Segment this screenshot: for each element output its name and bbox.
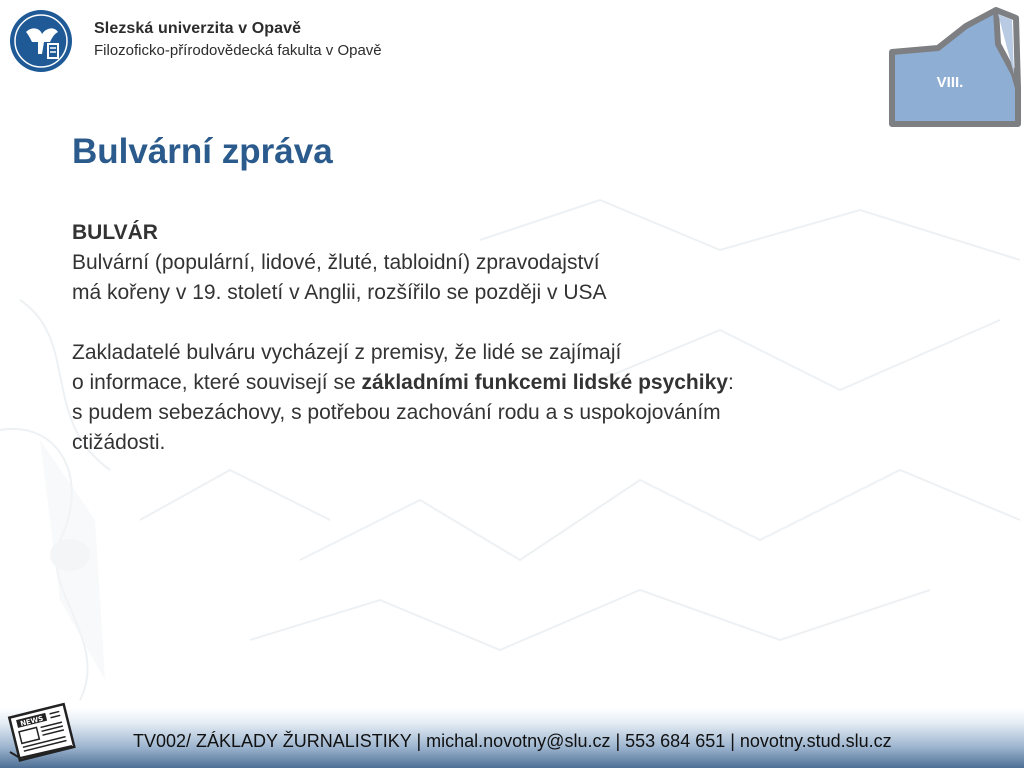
chapter-label: VIII. — [936, 74, 964, 91]
svg-text:NEWS: NEWS — [19, 714, 45, 729]
university-logo — [8, 8, 74, 74]
paragraph1-line2: má kořeny v 19. století v Anglii, rozšířilo se později v USA — [72, 281, 607, 304]
newspaper-icon — [6, 702, 80, 764]
paragraph2-line2-start: o informace, které souvisejí se — [72, 371, 362, 394]
chapter-flag-icon — [886, 4, 1022, 130]
slide-body — [72, 218, 952, 458]
slide-title: Bulvární zpráva — [72, 132, 333, 171]
section-heading: BULVÁR — [72, 221, 158, 244]
paragraph2-line4: ctižádosti. — [72, 431, 166, 454]
footer-text: TV002/ ZÁKLADY ŽURNALISTIKY | michal.novotny@slu.cz | 553 684 651 | novotny.stud.slu.cz — [133, 731, 892, 751]
paragraph2-line3: s pudem sebezáchovy, s potřebou zachování rodu a s uspokojováním — [72, 401, 721, 424]
paragraph2-line1: Zakladatelé bulváru vycházejí z premisy, že lidé se zajímají — [72, 341, 622, 364]
paragraph-gap — [72, 308, 952, 338]
paragraph2-line2-end: : — [727, 371, 734, 394]
university-name: Slezská univerzita v Opavě — [94, 20, 302, 37]
faculty-name: Filozoficko-přírodovědecká fakulta v Opavě — [94, 42, 382, 59]
paragraph2-line2 — [72, 368, 952, 398]
emphasis-text: základními funkcemi lidské psychiky — [361, 371, 728, 394]
paragraph1-line1: Bulvární (populární, lidové, žluté, tabloidní) zpravodajství — [72, 251, 600, 274]
